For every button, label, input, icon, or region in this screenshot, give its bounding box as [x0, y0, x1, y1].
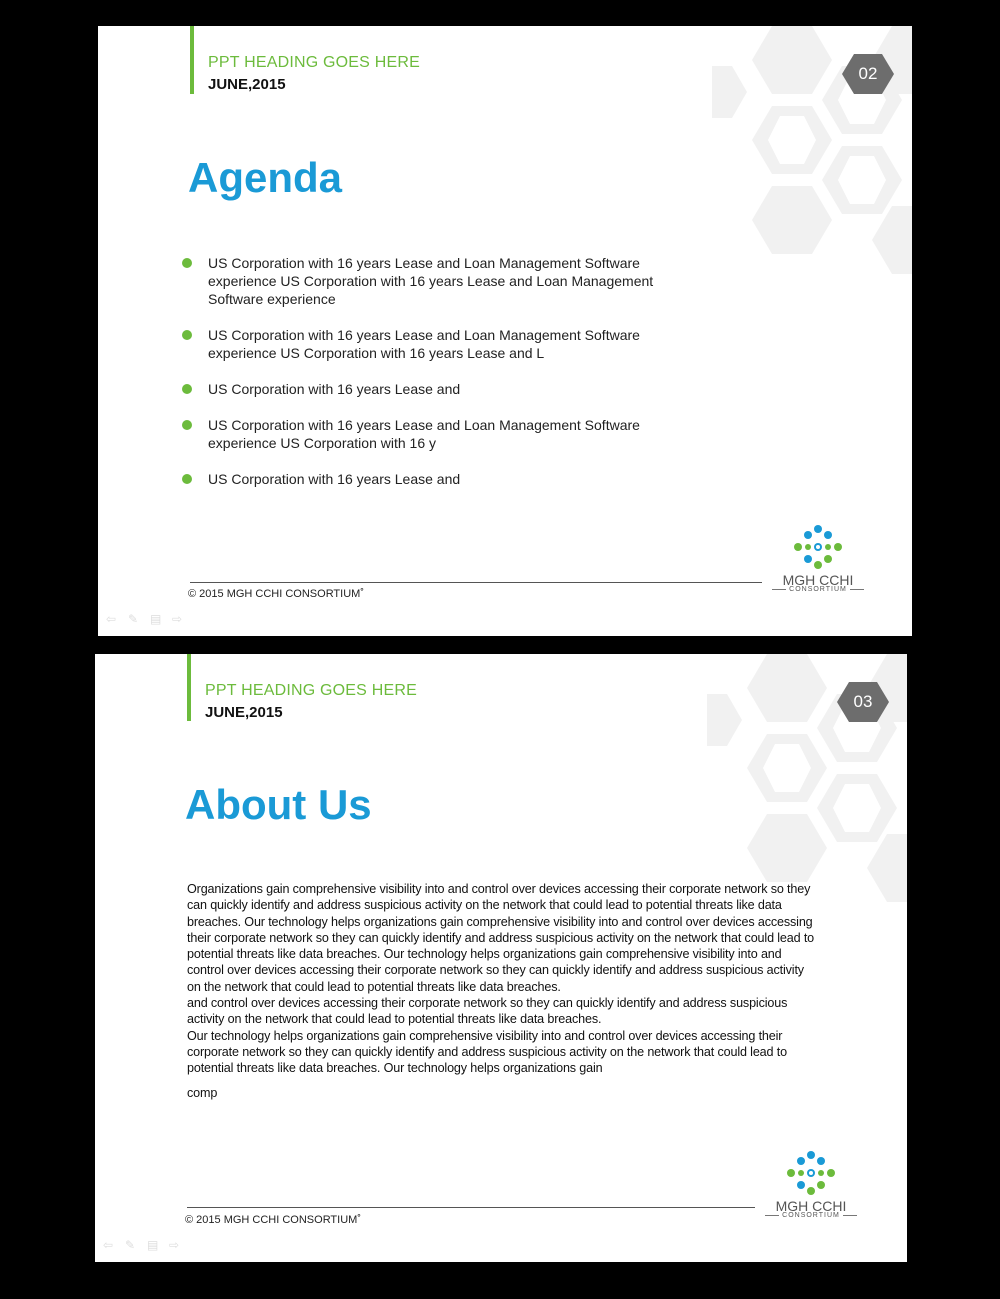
agenda-item — [182, 380, 702, 398]
page-number-badge — [837, 682, 889, 722]
footer-copyright: © 2015 MGH CCHI CONSORTIUM˚ — [188, 588, 364, 600]
pen-icon[interactable]: ✎ — [125, 1238, 136, 1252]
heading-accent-bar — [187, 654, 191, 721]
slide-title: About Us — [185, 781, 372, 828]
bullet-dot-icon — [182, 330, 192, 340]
pen-icon[interactable]: ✎ — [128, 612, 139, 626]
bullet-dot-icon — [182, 474, 192, 484]
molecule-logo-icon — [783, 1150, 839, 1196]
about-paragraph: Our technology helps organizations gain comprehensive visibility into and control over devices accessing their corporate network so they can quickly identify and address suspicious activity on the network that could lead to potential threats like data breaches. Our technology helps organizations gain — [187, 1028, 787, 1076]
agenda-item-text: US Corporation with 16 years Lease and Loan Management Software experience US Corporation with 16 years Lease and Loan Management Software experience — [208, 255, 654, 307]
bullet-dot-icon — [182, 420, 192, 430]
about-paragraph: Organizations gain comprehensive visibility into and control over devices accessing their corporate network so they can quickly identify and address suspicious activity on the network that could lead to potential threats like data breaches. Our technology helps organizations gain comprehensive visibility into and control over devices accessing their corporate network so they can quickly identify and address suspicious activity on the network that could lead to potential threats like data breaches. Our technology helps organizations gain comprehensive visibility into and control over devices accessing their corporate network so they can quickly identify and address suspicious activity on the network that could lead to potential threats like data breaches. — [187, 882, 815, 994]
footer-divider — [190, 582, 762, 583]
agenda-item-text: US Corporation with 16 years Lease and — [208, 381, 461, 397]
agenda-list — [182, 254, 702, 506]
slide-navigation — [103, 1236, 191, 1254]
slide-title: Agenda — [188, 154, 343, 201]
about-body — [187, 881, 817, 1101]
agenda-item-text: US Corporation with 16 years Lease and Loan Management Software experience US Corporation with 16 y — [208, 417, 640, 451]
agenda-item — [182, 470, 702, 488]
slide-heading: PPT HEADING GOES HERE — [208, 54, 420, 71]
agenda-item-text: US Corporation with 16 years Lease and — [208, 471, 461, 487]
logo-subtext: CONSORTIUM — [761, 1212, 861, 1219]
previous-arrow-icon[interactable]: ⇦ — [106, 612, 117, 626]
agenda-item — [182, 326, 702, 362]
agenda-item-text: US Corporation with 16 years Lease and Loan Management Software experience US Corporation with 16 years Lease and L — [208, 327, 640, 361]
bullet-dot-icon — [182, 384, 192, 394]
about-paragraph-tail: comp — [187, 1085, 218, 1100]
slide-heading: PPT HEADING GOES HERE — [205, 682, 417, 699]
bullet-dot-icon — [182, 258, 192, 268]
logo-subtext: CONSORTIUM — [768, 586, 868, 593]
next-arrow-icon[interactable]: ⇨ — [172, 612, 183, 626]
molecule-logo-icon — [790, 524, 846, 570]
slide-navigation — [106, 610, 194, 628]
logo-brand-text: MGH CCHI — [775, 1198, 847, 1214]
next-arrow-icon[interactable]: ⇨ — [169, 1238, 180, 1252]
footer-copyright: © 2015 MGH CCHI CONSORTIUM˚ — [185, 1214, 361, 1226]
slide-date: JUNE,2015 — [208, 76, 286, 93]
company-logo — [768, 524, 868, 604]
slide-date: JUNE,2015 — [205, 704, 283, 721]
page-number-badge — [842, 54, 894, 94]
company-logo — [761, 1150, 861, 1230]
slide-about-us — [95, 654, 907, 1262]
page-number: 03 — [853, 692, 873, 711]
menu-icon[interactable]: ▤ — [147, 1238, 159, 1252]
agenda-item — [182, 416, 702, 452]
menu-icon[interactable]: ▤ — [150, 612, 162, 626]
footer-divider — [187, 1207, 755, 1208]
previous-arrow-icon[interactable]: ⇦ — [103, 1238, 114, 1252]
slide-agenda — [98, 26, 912, 636]
about-paragraph: and control over devices accessing their corporate network so they can quickly identify and address suspicious activity on the network that could lead to potential threats like data breaches. — [187, 996, 788, 1027]
heading-accent-bar — [190, 26, 194, 94]
page-number: 02 — [858, 64, 878, 83]
logo-brand-text: MGH CCHI — [782, 572, 854, 588]
agenda-item — [182, 254, 702, 308]
